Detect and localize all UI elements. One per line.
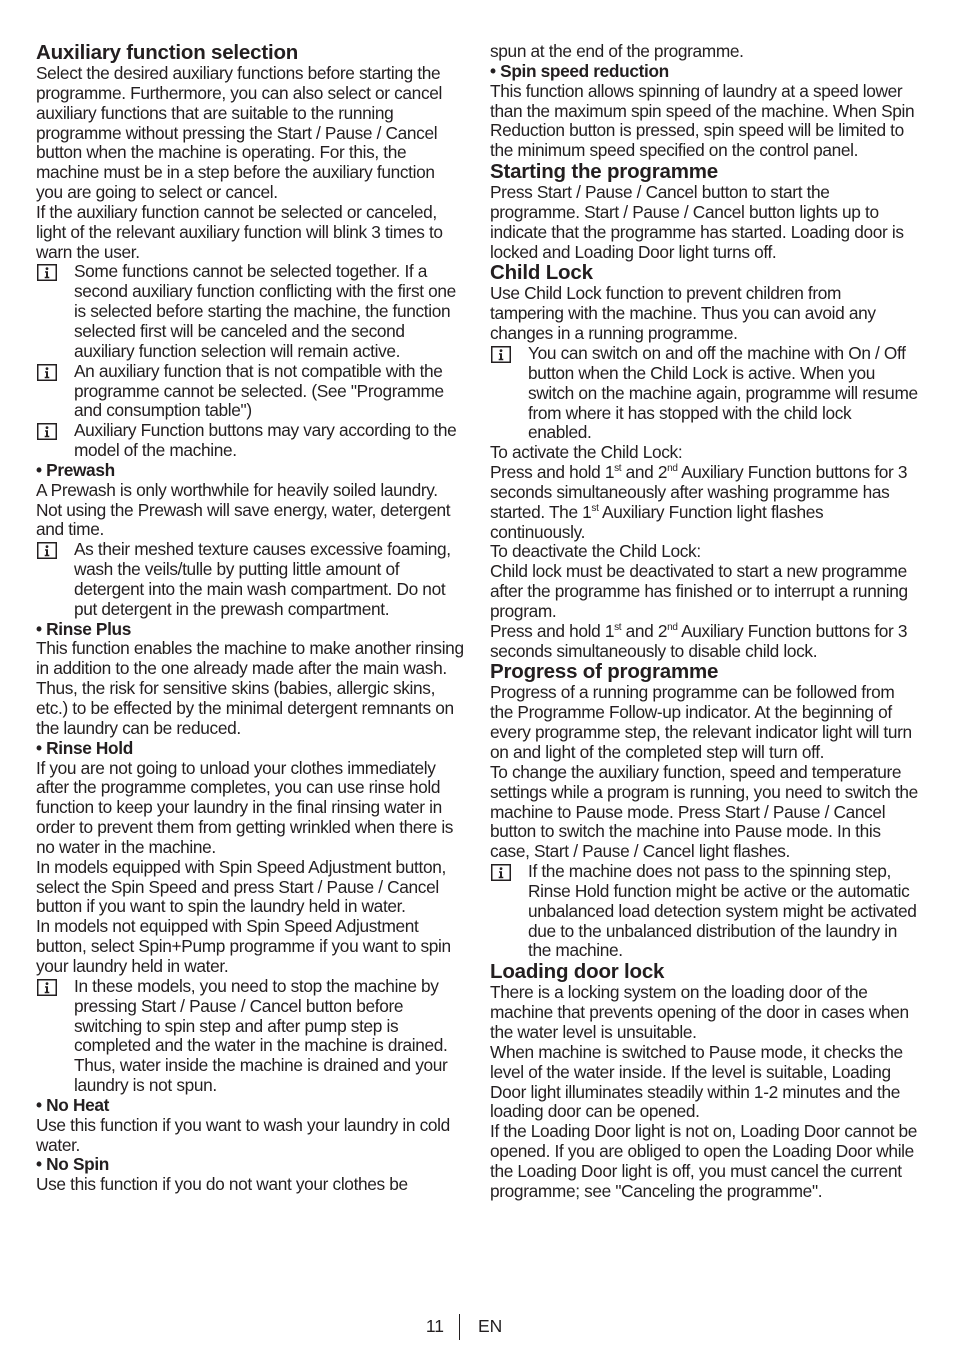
info-note [36, 421, 464, 461]
paragraph: If the Loading Door light is not on, Loading Door cannot be opened. If you are obliged to open the Loading Door while the Loading Door light is off, you must cancel the current programme; see "Canceling the programme". [490, 1121, 918, 1201]
paragraph: To change the auxiliary function, speed and temperature settings while a program is running, you need to switch the machine to Pause mode. Press Start / Pause / Cancel button to switch the machine into Pause mode. In this case, Start / Pause / Cancel light flashes. [490, 761, 918, 862]
heading-progress-of-programme: Progress of programme [490, 660, 719, 684]
info-note [36, 977, 464, 1096]
text-run: Auxiliary Function buttons for 3 seconds simultaneously to disable child lock. [490, 620, 908, 661]
subheading-no-heat: • No Heat [36, 1094, 109, 1115]
text-run: Press and hold 1 [490, 620, 615, 641]
ordinal-suffix: nd [667, 463, 678, 475]
note-text: You can switch on and off the machine with On / Off button when the Child Lock is active. When you switch on the machine again, programme will resume from where it has stopped with the child lock enabled. [528, 342, 918, 443]
paragraph [490, 622, 918, 662]
subheading-rinse-plus: • Rinse Plus [36, 618, 132, 639]
ordinal-suffix: st [614, 622, 622, 634]
ordinal-suffix: nd [667, 622, 678, 634]
paragraph: This function enables the machine to make another rinsing in addition to the one already made after the main wash. Thus, the risk for sensitive skins (babies, allergic skins, etc.) to be effected by the minimal detergent remnants on the laundry can be reduced. [36, 638, 464, 738]
paragraph: Press Start / Pause / Cancel button to start the programme. Start / Pause / Cancel button lights up to indicate that the programme has started. Loading door is locked and Loading Door light turns off. [490, 182, 904, 262]
paragraph: In models equipped with Spin Speed Adjustment button, select the Spin Speed and press Start / Pause / Cancel button if you want to spin the laundry held in water. [36, 856, 446, 917]
note-text: In these models, you need to stop the machine by pressing Start / Pause / Cancel button before switching to spin step and after pump step is completed and the water in the machine is drained. Thus, water inside the machine is drained and your laundry is not spun. [74, 975, 448, 1096]
info-icon [491, 346, 511, 363]
paragraph: To deactivate the Child Lock: [490, 541, 701, 562]
text-run: Auxiliary Function buttons for 3 seconds simultaneously after washing programme has started. The 1 [490, 462, 908, 522]
info-icon [491, 864, 511, 881]
info-icon [37, 423, 57, 440]
info-note [490, 344, 918, 443]
paragraph: If you are not going to unload your clothes immediately after the programme completes, you can use rinse hold function to keep your laundry in the final rinsing water in order to prevent them from getting wrinkled when there is no water in the machine. [36, 757, 454, 857]
paragraph: When machine is switched to Pause mode, it checks the level of the water inside. If the level is suitable, Loading Door light illuminates steadily within 1-2 minutes and the loading door can be opened. [490, 1041, 903, 1122]
heading-child-lock: Child Lock [490, 261, 593, 285]
paragraph: Use Child Lock function to prevent children from tampering with the machine. Thus you can avoid any changes in a running programme. [490, 283, 876, 344]
text-run: and 2 [621, 462, 668, 483]
page-number: 11 [425, 1316, 444, 1336]
heading-loading-door-lock: Loading door lock [490, 960, 665, 984]
ordinal-suffix: st [591, 502, 599, 514]
paragraph: In models not equipped with Spin Speed Adjustment button, select Spin+Pump programme if you want to spin your laundry held in water. [36, 916, 451, 976]
heading-auxiliary-function-selection: Auxiliary function selection [36, 41, 299, 64]
note-text: If the machine does not pass to the spinning step, Rinse Hold function might be active or the automatic unbalanced load detection system might be activated due to the unbalanced distribution of the laundry in the machine. [528, 861, 917, 961]
paragraph: Select the desired auxiliary functions before starting the programme. Furthermore, you can also select or cancel auxiliary functions that are suitable to the running programme without pressing the Start / Pause / Cancel button when the machine is operating. For this, the machine must be in a step before the auxiliary function you are going to select or cancel. [36, 63, 442, 203]
footer-divider [459, 1314, 460, 1340]
info-note [36, 262, 464, 361]
info-icon [37, 364, 57, 381]
right-column [490, 42, 918, 1202]
paragraph: This function allows spinning of laundry at a speed lower than the maximum spin speed of the machine. When Spin Reduction button is pressed, spin speed will be limited to the minimum speed specified on the control panel. [490, 80, 915, 161]
text-run: and 2 [621, 620, 668, 641]
info-icon [37, 979, 57, 996]
language-code: EN [478, 1316, 503, 1336]
paragraph: Progress of a running programme can be followed from the Programme Follow-up indicator. At the beginning of every programme step, the relevant indicator light will turn on and light of the completed step will turn off. [490, 682, 912, 762]
text-run: Auxiliary Function light flashes continuously. [490, 501, 824, 542]
left-column [36, 42, 464, 1195]
subheading-spin-speed-reduction: • Spin speed reduction [490, 60, 669, 81]
info-note [490, 862, 918, 961]
info-note [36, 540, 464, 619]
subheading-rinse-hold: • Rinse Hold [36, 737, 133, 758]
subheading-no-spin: • No Spin [36, 1154, 109, 1175]
note-text: Auxiliary Function buttons may vary according to the model of the machine. [74, 420, 457, 461]
paragraph [490, 463, 918, 542]
note-text: As their meshed texture causes excessive foaming, wash the veils/tulle by putting little amount of detergent into the main wash compartment. Do not put detergent in the prewash compartment. [74, 539, 451, 619]
paragraph: To activate the Child Lock: [490, 442, 683, 463]
info-icon [37, 542, 57, 559]
paragraph: Use this function if you do not want your clothes be [36, 1174, 408, 1195]
paragraph: Use this function if you want to wash your laundry in cold water. [36, 1114, 450, 1155]
ordinal-suffix: st [614, 463, 622, 475]
page-footer [0, 1314, 954, 1340]
paragraph: Child lock must be deactivated to start a new programme after the programme has finished or to interrupt a running program. [490, 561, 908, 621]
text-run: Press and hold 1 [490, 462, 615, 483]
heading-starting-the-programme: Starting the programme [490, 160, 718, 184]
paragraph: spun at the end of the programme. [490, 41, 744, 61]
paragraph: There is a locking system on the loading door of the machine that prevents opening of the door in cases when the water level is unsuitable. [490, 982, 909, 1042]
paragraph: A Prewash is only worthwhile for heavily soiled laundry. Not using the Prewash will save energy, water, detergent and time. [36, 479, 451, 540]
paragraph: If the auxiliary function cannot be selected or canceled, light of the relevant auxiliary function will blink 3 times to warn the user. [36, 201, 443, 262]
info-icon [37, 264, 57, 281]
note-text: An auxiliary function that is not compatible with the programme cannot be selected. (See "Programme and consumption table") [74, 360, 444, 421]
note-text: Some functions cannot be selected together. If a second auxiliary function conflicting with the first one is selected before starting the machine, the function selected first will be canceled and the second auxiliary function selection will remain active. [74, 261, 456, 361]
info-note [36, 362, 464, 422]
subheading-prewash: • Prewash [36, 459, 115, 480]
